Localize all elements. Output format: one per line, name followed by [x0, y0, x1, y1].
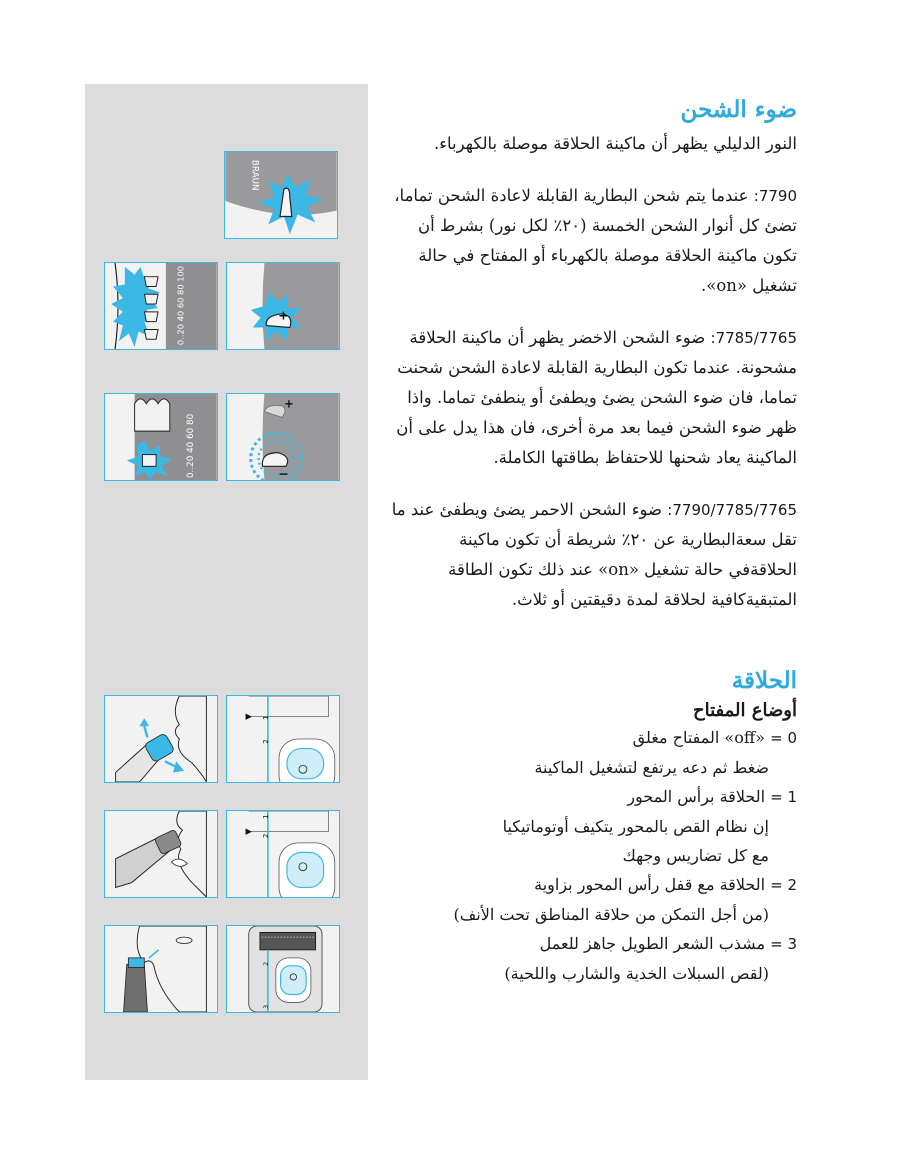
mode-1-detail-2: مع كل تضاريس وجهك — [622, 846, 769, 865]
panel-blinking-light — [226, 393, 340, 481]
switch-positions-subheading: أوضاع المفتاح — [692, 700, 797, 721]
trimmer-icon — [128, 958, 144, 968]
charging-paragraph-3: 7785/7765: ضوء الشحن الاخضر يظهر أن ماكينة الحلاقة مشحونة. عندما تكون البطارية القابلة لاعادة الشحن شحنت تماما، فان ضوء الشحن يضئ ويطفئ أو ينطفئ تماما. واذا ظهر ضوء الشحن فيما بعد مرة أخرى، فان هذا يدل على أن الماكينة يعاد شحنها للاحتفاظ بطاقتها الكاملة. — [396, 328, 797, 467]
switch-mark-2c: 2 — [261, 961, 270, 966]
mode-0-detail: ضغط ثم دعه يرتفع لتشغيل الماكينة — [534, 758, 769, 777]
charge-scale-labels: 0..20 40 60 80 100 — [175, 265, 186, 346]
switch-mark-2b: 2 — [260, 833, 270, 839]
panel-green-light — [226, 262, 340, 350]
charging-light-heading: ضوء الشحن — [680, 96, 797, 123]
mode-3-detail: (لقص السبلات الخدية والشارب واللحية) — [504, 964, 769, 983]
charging-paragraph-4: 7790/7785/7765: ضوء الشحن الاحمر يضئ ويطفئ عند ما تقل سعةالبطارية عن ٢٠٪ شريطة أن تكون ماكينة الحلاقةفي حالة تشغيل «on» عند ذلك تكون الطاقة المتبقيةكافية لحلاقة لمدة دقيقتين أو ثلاث. — [391, 500, 797, 609]
panel-pivot-head-use — [104, 695, 218, 783]
mode-2-line: 2 = الحلاقة مع قفل رأس المحور بزاوية — [534, 875, 797, 894]
plus-sign-icon: + — [278, 307, 289, 323]
mode-1-detail-1: إن نظام القص بالمحور يتكيف أوتوماتيكيا — [502, 817, 769, 836]
mode-0-line: 0 = «off» المفتاح مغلق — [632, 728, 797, 747]
panel-switch-position-2 — [226, 810, 340, 898]
charge-scale-labels-4: 0..20 40 60 80 — [186, 413, 197, 479]
panel-switch-position-1 — [226, 695, 340, 783]
switch-mark-3: 3 — [261, 1004, 270, 1009]
panel-braun-charge-light — [224, 151, 338, 239]
shaving-heading: الحلاقة — [731, 667, 797, 694]
switch-mark-1b: 1 — [260, 814, 270, 819]
charging-paragraph-2: 7790: عندما يتم شحن البطارية القابلة لاعادة الشحن تماما، تضئ كل أنوار الشحن الخمسة (٢٠٪ لكل نور) بشرط أن تكون ماكينة الحلاقة موصلة بالكهرباء أو المفتاح في حالة تشغيل «on». — [394, 186, 797, 295]
plus-sign-icon-2: + — [283, 396, 294, 411]
mode-1-line: 1 = الحلاقة برأس المحور — [627, 787, 797, 806]
minus-sign-icon: − — [278, 466, 289, 480]
mode-3-line: 3 = مشذب الشعر الطويل جاهز للعمل — [539, 934, 797, 953]
braun-logo: BRAUN — [249, 159, 260, 191]
switch-mark-1: 1 — [260, 715, 270, 720]
switch-mark-2: 2 — [260, 739, 270, 744]
panel-charge-scale-5 — [104, 262, 218, 350]
panel-locked-head-use — [104, 810, 218, 898]
mode-2-detail: (من أجل التمكن من حلاقة المناطق تحت الأنف) — [453, 905, 769, 924]
panel-trimmer-use — [104, 925, 218, 1013]
panel-switch-position-3 — [226, 925, 340, 1013]
panel-charge-scale-4 — [104, 393, 218, 481]
text-column — [390, 96, 797, 988]
charging-paragraph-1: النور الدليلي يظهر أن ماكينة الحلاقة موصلة بالكهرباء. — [434, 134, 797, 153]
